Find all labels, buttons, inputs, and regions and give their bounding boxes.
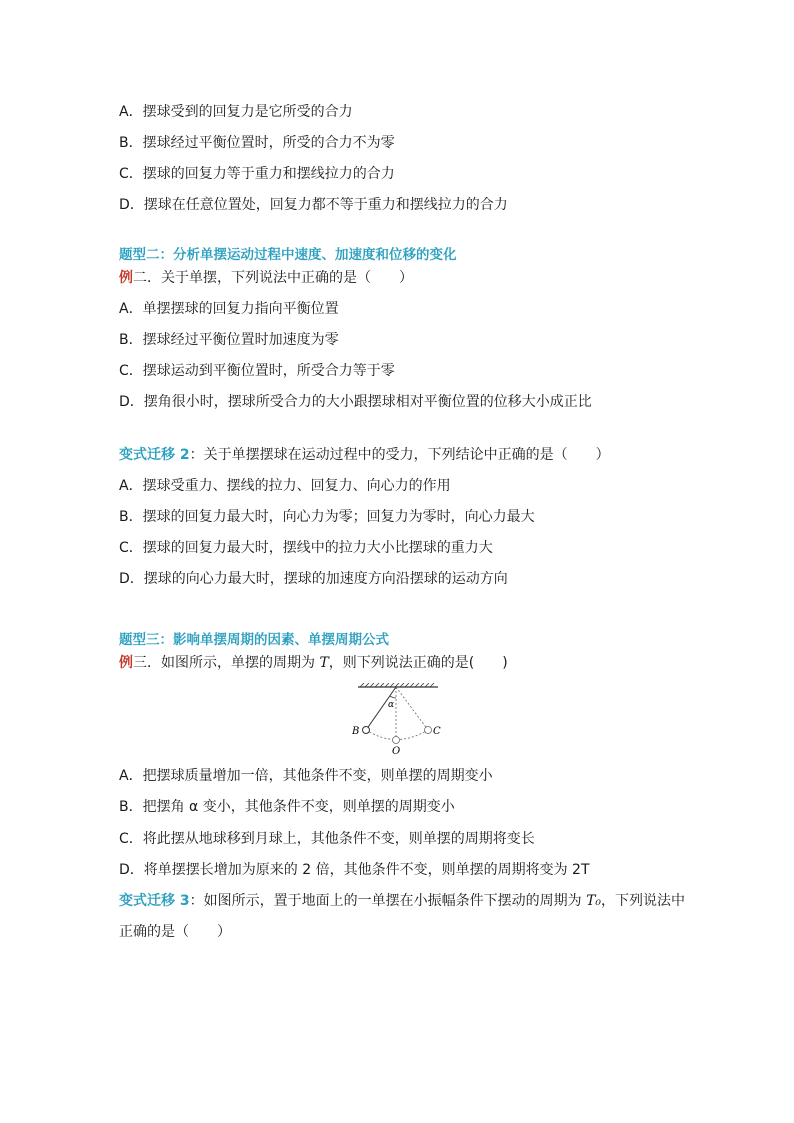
option-b: B．摆球经过平衡位置时，所受的合力不为零 <box>119 135 395 151</box>
transfer-text: ：如图所示，置于地面上的一单摆在小振幅条件下摆动的周期为 <box>189 893 587 909</box>
option-b: B．摆球的回复力最大时，向心力为零；回复力为零时，向心力最大 <box>119 509 535 525</box>
transfer-label: 变式迁移 3 <box>119 893 190 909</box>
example-2-question <box>119 269 413 287</box>
option-d: D．摆球在任意位置处，回复力都不等于重力和摆线拉力的合力 <box>119 197 508 213</box>
transfer-2-question <box>119 446 610 464</box>
example-text: 二．关于单摆，下列说法中正确的是（ ） <box>133 270 413 286</box>
transfer-3-question <box>119 892 685 910</box>
label-c: C <box>433 726 441 737</box>
option-d: D．将单摆摆长增加为原来的 2 倍，其他条件不变，则单摆的周期将变为 2T <box>119 862 590 878</box>
ball-c <box>425 727 432 734</box>
option-a: A．摆球受重力、摆线的拉力、回复力、向心力的作用 <box>119 478 451 494</box>
label-alpha: α <box>388 700 395 710</box>
option-a: A．把摆球质量增加一倍，其他条件不变，则单摆的周期变小 <box>119 768 493 784</box>
transfer-text-end: ，下列说法中 <box>601 893 686 909</box>
option-b: B．摆球经过平衡位置时加速度为零 <box>119 332 339 348</box>
example-text-end: ，则下列说法正确的是( ) <box>328 655 508 671</box>
transfer-text: ：关于单摆摆球在运动过程中的受力，下列结论中正确的是（ ） <box>189 447 610 463</box>
option-c: C．摆球的回复力最大时，摆线中的拉力大小比摆球的重力大 <box>119 540 493 556</box>
label-o: O <box>392 746 401 755</box>
section-heading-type3: 题型三：影响单摆周期的因素、单摆周期公式 <box>119 632 389 648</box>
angle-arc <box>390 696 396 698</box>
transfer-3-question-cont: 正确的是（ ） <box>119 924 231 940</box>
example-text: 三．如图所示，单摆的周期为 <box>133 655 320 671</box>
ball-b <box>363 727 370 734</box>
example-label: 例 <box>119 655 133 671</box>
transfer-label: 变式迁移 2 <box>119 447 190 463</box>
option-d: D．摆角很小时，摆球所受合力的大小跟摆球相对平衡位置的位移大小成正比 <box>119 394 592 410</box>
period-symbol: T₀ <box>586 893 602 909</box>
option-d: D．摆球的向心力最大时，摆球的加速度方向沿摆球的运动方向 <box>119 571 508 587</box>
example-label: 例 <box>119 270 133 286</box>
option-b: B．把摆角 α 变小，其他条件不变，则单摆的周期变小 <box>119 799 455 815</box>
section-heading-type2: 题型二：分析单摆运动过程中速度、加速度和位移的变化 <box>119 247 457 263</box>
option-c: C．摆球的回复力等于重力和摆线拉力的合力 <box>119 166 395 182</box>
option-c: C．摆球运动到平衡位置时，所受合力等于零 <box>119 363 395 379</box>
period-symbol: T <box>319 655 329 671</box>
option-c: C．将此摆从地球移到月球上，其他条件不变，则单摆的周期将变长 <box>119 831 535 847</box>
example-3-question <box>119 654 508 672</box>
label-b: B <box>352 726 360 737</box>
pendulum-figure <box>352 683 446 755</box>
option-a: A．单摆摆球的回复力指向平衡位置 <box>119 301 339 317</box>
dashed-string <box>396 687 428 730</box>
ball-o <box>393 737 400 744</box>
option-a: A．摆球受到的回复力是它所受的合力 <box>119 104 353 120</box>
